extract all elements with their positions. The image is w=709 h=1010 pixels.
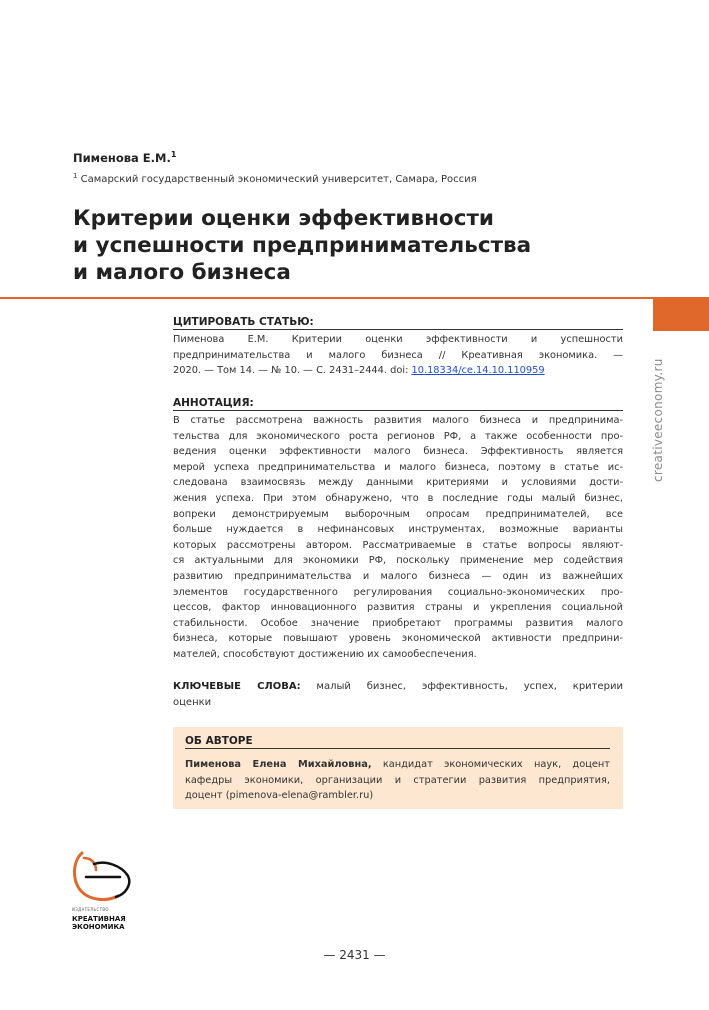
about-author-line: кафедры экономики, организации и стратегии развития предприятия, <box>185 774 610 786</box>
about-author-heading: ОБ АВТОРЕ <box>185 735 610 749</box>
about-author-box <box>173 727 623 809</box>
cite-heading: ЦИТИРОВАТЬ СТАТЬЮ: <box>173 316 623 330</box>
abstract-line: элементов государственного регулирования социально-экономических про- <box>173 586 623 598</box>
abstract-line: мерой успеха предпринимательства и малого бизнеса, поэтому в статье ис- <box>173 461 623 473</box>
about-author-degree: кандидат экономических наук, доцент <box>371 759 611 770</box>
abstract-line: которых рассмотрены автором. Рассматриваемые в статье вопросы являют- <box>173 539 623 551</box>
author-name-text: Пименова Е.М. <box>73 151 171 165</box>
abstract-line: жения успеха. При этом обнаружено, что в последние годы малый бизнес, <box>173 492 623 504</box>
abstract-line: цессов, фактор инновационного развития страны и укрепления социальной <box>173 602 623 614</box>
logo-small-caption: ИЗДАТЕЛЬСТВО <box>72 907 109 912</box>
keywords-section <box>173 679 623 710</box>
title-line: и успешности предпринимательства <box>73 233 532 258</box>
abstract-line: больше нуждается в нефинансовых инструментах, возможные варианты <box>173 524 623 536</box>
author-affil-mark: 1 <box>170 150 177 159</box>
logo-line: ЭКОНОМИКА <box>72 923 125 931</box>
keywords-line: оценки <box>173 696 212 708</box>
about-author-line: доцент (pimenova-elena@rambler.ru) <box>185 790 374 802</box>
cite-section <box>173 316 623 379</box>
accent-tab <box>653 299 709 331</box>
abstract-line: В статье рассмотрена важность развития малого бизнеса и предпринима- <box>173 415 623 426</box>
affiliation <box>73 172 477 185</box>
doi-link[interactable]: 10.18334/ce.14.10.110959 <box>411 365 545 377</box>
cite-text <box>173 332 623 379</box>
journal-site-label[interactable]: creativeeconomy.ru <box>651 358 665 482</box>
abstract-line: вопреки демонстрируемым выборочным опросам предпринимателей, все <box>173 508 623 520</box>
cite-line: предпринимательства и малого бизнеса // Креативная экономика. — <box>173 349 623 361</box>
cite-line <box>173 363 623 379</box>
title-line: и малого бизнеса <box>73 260 291 285</box>
abstract-line: ся актуальными для экономики РФ, поскольку применение мер содействия <box>173 555 623 567</box>
about-author-text <box>185 757 610 804</box>
about-author-line <box>185 757 610 773</box>
abstract-line: тельства для экономического роста регионов РФ, а также особенности про- <box>173 430 623 442</box>
affiliation-mark: 1 <box>73 172 78 180</box>
keywords-line <box>173 679 623 695</box>
logo-line: КРЕАТИВНАЯ <box>72 914 126 923</box>
title-line: Критерии оценки эффективности <box>73 206 494 231</box>
abstract-line: мателей, способствуют достижению их самообеспечения. <box>173 648 477 660</box>
cite-line: Пименова Е.М. Критерии оценки эффективности и успешности <box>173 334 623 345</box>
abstract-heading: АННОТАЦИЯ: <box>173 397 623 411</box>
keywords-text: малый бизнес, эффективность, успех, критерии <box>300 681 624 692</box>
cite-line-prefix: 2020. — Том 14. — № 10. — С. 2431–2444. doi: <box>173 365 412 377</box>
keywords-label: КЛЮЧЕВЫЕ СЛОВА: <box>173 681 301 692</box>
abstract-line: ведения оценки эффективности малого бизнеса. Эффективность является <box>173 446 623 458</box>
affiliation-text: Самарский государственный экономический университет, Самара, Россия <box>80 174 477 185</box>
abstract-line: стабильности. Особое значение приобретают программы развития малого <box>173 617 623 629</box>
abstract-line: следована взаимосвязь между данными критериями и условиями дости- <box>173 477 623 489</box>
abstract-line: развитию предпринимательства и малого бизнеса — один из важнейших <box>173 570 623 582</box>
page-number: — 2431 — <box>323 948 386 962</box>
about-author-name: Пименова Елена Михайловна, <box>185 759 372 770</box>
article-title <box>73 205 633 286</box>
abstract-section <box>173 397 623 663</box>
accent-rule <box>0 297 709 299</box>
abstract-line: бизнеса, которые повышают уровень экономической активности предприни- <box>173 633 623 645</box>
author-name <box>73 150 176 165</box>
abstract-text <box>173 413 623 663</box>
publisher-logo-text <box>72 906 126 932</box>
